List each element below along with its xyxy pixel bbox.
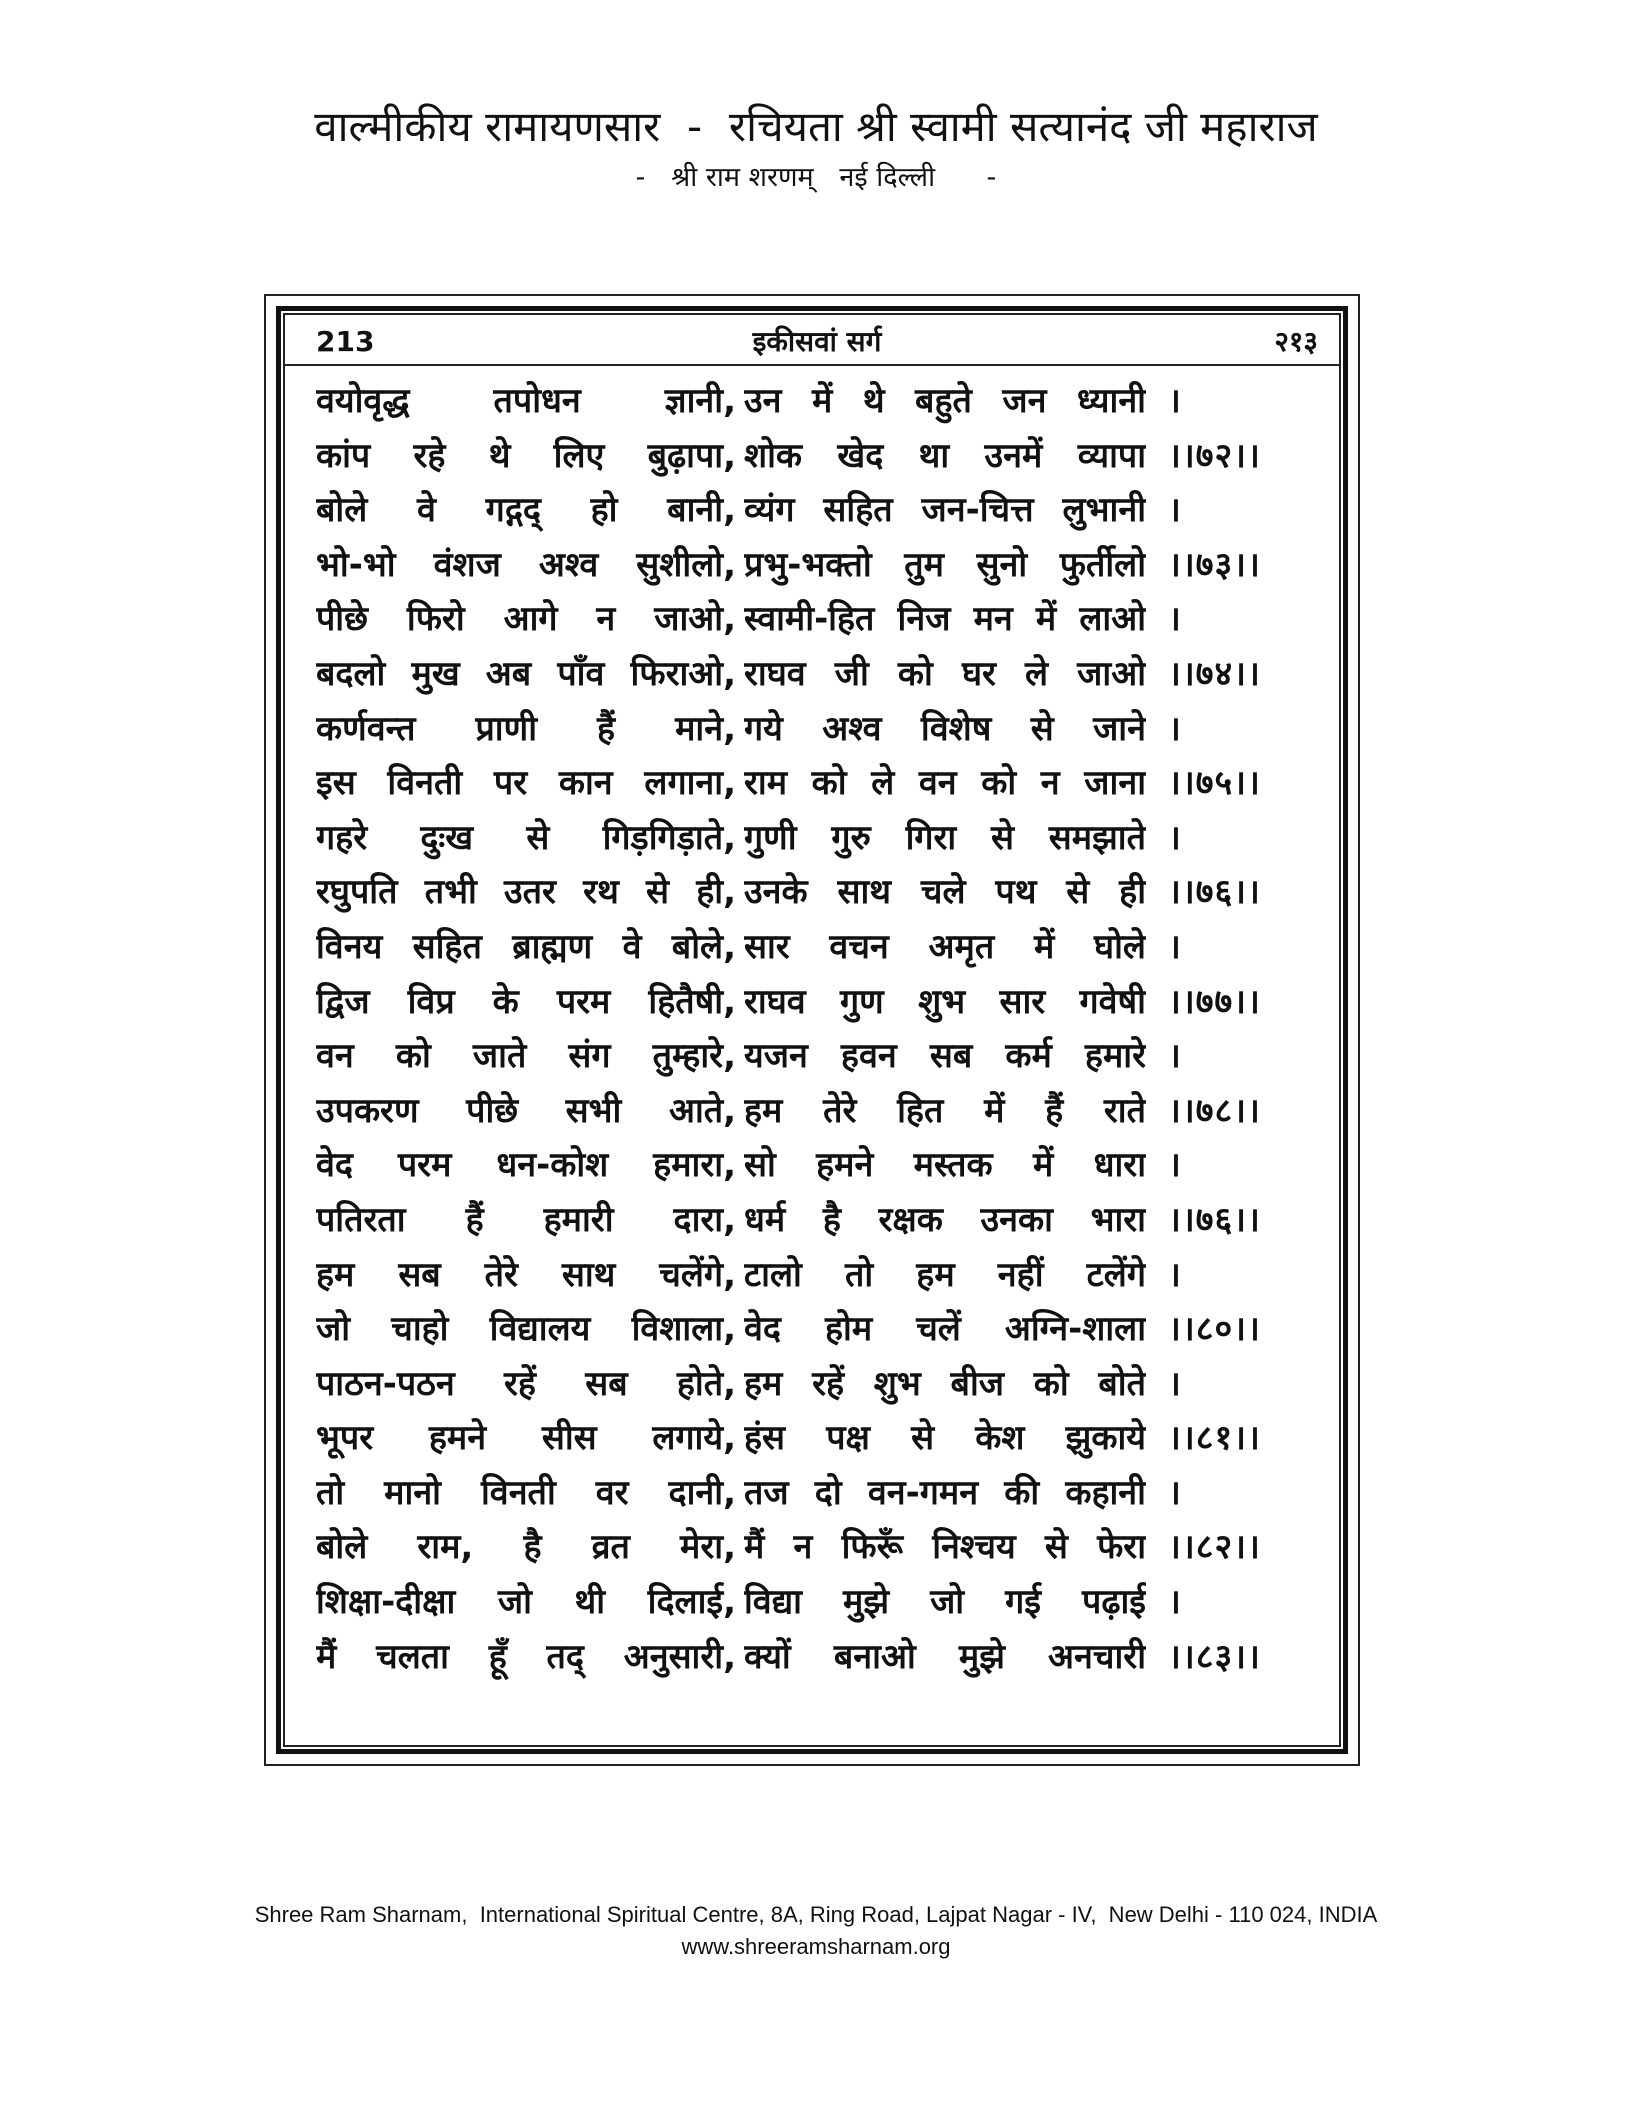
- verse-row: [316, 592, 1316, 647]
- verse-mark: ।।७६।।: [1168, 872, 1261, 913]
- verse-first-half: भूपर हमने सीस लगाये,: [316, 1418, 736, 1459]
- verse-first-half: विनय सहित ब्राह्मण वे बोले,: [316, 926, 736, 967]
- verse-row: [316, 865, 1316, 920]
- verse-row: [316, 756, 1316, 811]
- verse-second-half: स्वामी-हित निज मन में लाओ: [744, 599, 1146, 640]
- verse-second-half: उनके साथ चले पथ से ही: [744, 872, 1146, 913]
- verse-mark: ।: [1168, 490, 1182, 531]
- verse-first-half: भो-भो वंशज अश्व सुशीलो,: [316, 544, 736, 585]
- verse-mark: ।।७६।।: [1168, 1199, 1261, 1240]
- verse-row: [316, 374, 1316, 429]
- verse-mark: ।।८१।।: [1168, 1418, 1261, 1459]
- page-header: [316, 322, 1318, 362]
- document-title: वाल्मीकीय रामायणसार - रचियता श्री स्वामी सत्यानंद जी महाराज: [314, 102, 1318, 151]
- verse-first-half: पतिरता हैं हमारी दारा,: [316, 1199, 736, 1240]
- verse-row: [316, 1575, 1316, 1630]
- verse-row: [316, 1357, 1316, 1412]
- verse-second-half: राघव गुण शुभ सार गवेषी: [744, 981, 1146, 1022]
- verse-second-half: मैं न फिरूँ निश्चय से फेरा: [744, 1527, 1146, 1568]
- verse-list: [316, 374, 1316, 1684]
- verse-mark: ।: [1168, 1363, 1182, 1404]
- verse-row: [316, 1466, 1316, 1521]
- verse-first-half: बोले वे गद्गद् हो बानी,: [316, 490, 736, 531]
- verse-second-half: उन में थे बहुते जन ध्यानी: [744, 381, 1146, 421]
- page-number-devanagari: २१३: [1274, 325, 1318, 358]
- verse-second-half: यजन हवन सब कर्म हमारे: [744, 1036, 1146, 1077]
- verse-second-half: सो हमने मस्तक में धारा: [744, 1145, 1146, 1186]
- verse-mark: ।।८२।।: [1168, 1527, 1261, 1568]
- verse-row: [316, 538, 1316, 593]
- verse-second-half: क्यों बनाओ मुझे अनचारी: [744, 1636, 1146, 1677]
- verse-row: [316, 920, 1316, 975]
- verse-mark: ।: [1168, 1582, 1182, 1623]
- verse-first-half: कांप रहे थे लिए बुढ़ापा,: [316, 435, 736, 476]
- verse-mark: ।: [1168, 926, 1182, 967]
- verse-row: [316, 811, 1316, 866]
- verse-row: [316, 429, 1316, 484]
- verse-mark: ।।७३।।: [1168, 544, 1261, 585]
- verse-mark: ।।७७।।: [1168, 981, 1261, 1022]
- verse-mark: ।: [1168, 1145, 1182, 1186]
- verse-mark: ।।८३।।: [1168, 1636, 1261, 1677]
- verse-first-half: पाठन-पठन रहें सब होते,: [316, 1363, 736, 1404]
- verse-second-half: हम तेरे हित में हैं राते: [744, 1090, 1146, 1131]
- verse-row: [316, 1029, 1316, 1084]
- verse-second-half: टालो तो हम नहीं टलेंगे: [744, 1254, 1146, 1295]
- verse-row: [316, 1302, 1316, 1357]
- verse-first-half: वयोवृद्ध तपोधन ज्ञानी,: [316, 381, 736, 421]
- verse-first-half: रघुपति तभी उतर रथ से ही,: [316, 872, 736, 913]
- verse-second-half: वेद होम चलें अग्नि-शाला: [744, 1309, 1146, 1350]
- verse-first-half: जो चाहो विद्यालय विशाला,: [316, 1309, 736, 1350]
- verse-first-half: हम सब तेरे साथ चलेंगे,: [316, 1254, 736, 1295]
- verse-row: [316, 1138, 1316, 1193]
- verse-second-half: गुणी गुरु गिरा से समझाते: [744, 817, 1146, 858]
- verse-first-half: वन को जाते संग तुम्हारे,: [316, 1036, 736, 1077]
- verse-second-half: हंस पक्ष से केश झुकाये: [744, 1418, 1146, 1459]
- verse-first-half: इस विनती पर कान लगाना,: [316, 763, 736, 804]
- verse-mark: ।।७५।।: [1168, 763, 1261, 804]
- verse-first-half: द्विज विप्र के परम हितैषी,: [316, 981, 736, 1022]
- verse-mark: ।: [1168, 599, 1182, 640]
- verse-first-half: पीछे फिरो आगे न जाओ,: [316, 599, 736, 640]
- header-divider: [283, 364, 1341, 366]
- chapter-title: इकीसवां सर्ग: [752, 325, 882, 358]
- verse-row: [316, 1630, 1316, 1685]
- verse-second-half: हम रहें शुभ बीज को बोते: [744, 1363, 1146, 1404]
- verse-row: [316, 1520, 1316, 1575]
- verse-first-half: वेद परम धन-कोश हमारा,: [316, 1145, 736, 1186]
- verse-mark: ।।८०।।: [1168, 1309, 1261, 1350]
- verse-row: [316, 702, 1316, 757]
- verse-first-half: बोले राम, है व्रत मेरा,: [316, 1527, 736, 1568]
- verse-second-half: प्रभु-भक्तो तुम सुनो फुर्तीलो: [744, 544, 1146, 585]
- verse-row: [316, 1411, 1316, 1466]
- verse-first-half: शिक्षा-दीक्षा जो थी दिलाई,: [316, 1582, 736, 1623]
- verse-mark: ।।७४।।: [1168, 653, 1261, 694]
- verse-mark: ।: [1168, 1254, 1182, 1295]
- verse-second-half: व्यंग सहित जन-चित्त लुभानी: [744, 490, 1146, 531]
- verse-second-half: सार वचन अमृत में घोले: [744, 926, 1146, 967]
- verse-mark: ।: [1168, 381, 1182, 421]
- verse-first-half: मैं चलता हूँ तद् अनुसारी,: [316, 1636, 736, 1677]
- verse-second-half: विद्या मुझे जो गई पढ़ाई: [744, 1582, 1146, 1623]
- verse-row: [316, 1193, 1316, 1248]
- verse-first-half: गहरे दुःख से गिड़गिड़ाते,: [316, 817, 736, 858]
- verse-first-half: उपकरण पीछे सभी आते,: [316, 1090, 736, 1131]
- verse-second-half: राम को ले वन को न जाना: [744, 763, 1146, 804]
- footer-address: Shree Ram Sharnam, International Spiritual Centre, 8A, Ring Road, Lajpat Nagar - IV, New Delhi - 110 024, INDIA: [254, 1902, 1378, 1927]
- verse-row: [316, 483, 1316, 538]
- verse-row: [316, 1084, 1316, 1139]
- verse-mark: ।: [1168, 1472, 1182, 1513]
- verse-mark: ।: [1168, 708, 1182, 749]
- verse-first-half: बदलो मुख अब पाँव फिराओ,: [316, 653, 736, 694]
- verse-row: [316, 975, 1316, 1030]
- verse-second-half: राघव जी को घर ले जाओ: [744, 653, 1146, 694]
- verse-second-half: गये अश्व विशेष से जाने: [744, 708, 1146, 749]
- verse-first-half: तो मानो विनती वर दानी,: [316, 1472, 736, 1513]
- verse-mark: ।: [1168, 1036, 1182, 1077]
- verse-row: [316, 647, 1316, 702]
- verse-second-half: शोक खेद था उनमें व्यापा: [744, 435, 1146, 476]
- verse-first-half: कर्णवन्त प्राणी हैं माने,: [316, 708, 736, 749]
- footer-url: www.shreeramsharnam.org: [681, 1934, 951, 1959]
- verse-row: [316, 1248, 1316, 1303]
- verse-mark: ।।७८।।: [1168, 1090, 1261, 1131]
- verse-mark: ।।७२।।: [1168, 435, 1261, 476]
- verse-second-half: धर्म है रक्षक उनका भारा: [744, 1199, 1146, 1240]
- verse-second-half: तज दो वन-गमन की कहानी: [744, 1472, 1146, 1513]
- document-subtitle: - श्री राम शरणम् नई दिल्ली -: [635, 162, 997, 193]
- page-number-arabic: 213: [316, 325, 375, 358]
- verse-mark: ।: [1168, 817, 1182, 858]
